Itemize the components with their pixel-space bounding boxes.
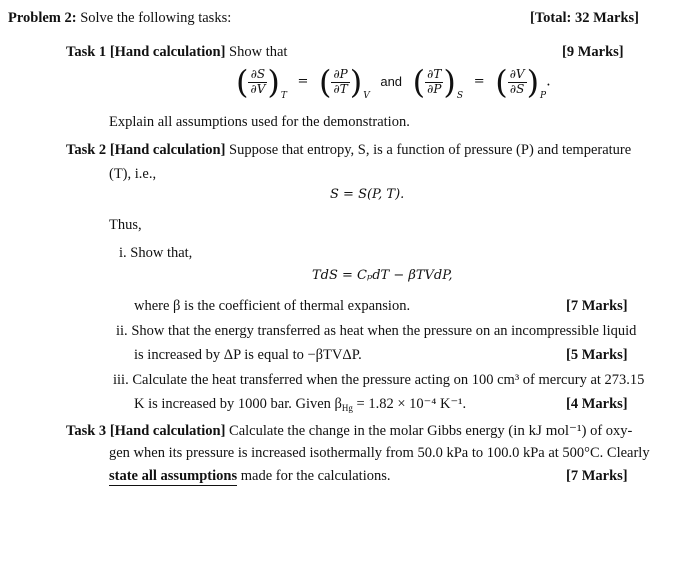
task3-line1-post: of oxy- bbox=[590, 423, 633, 439]
task2-item-iii-line2: K is increased by 1000 bar. Given $\beta_{Hg} = 1.82 \times 10^{-4}$ K⁻¹. bbox=[134, 396, 467, 413]
maxwell-relations: ( $\frac{\partial S}{\partial V}$ )$_T$ = ( $\frac{\partial P}{\partial T}$ )$_V$ and ( $\frac{\partial T}{\partial P}$ )$_S$ = ( $\frac{\partial V}{\partial S}$ )$_P$. bbox=[236, 63, 551, 101]
task3-marks: [7 Marks] bbox=[566, 468, 628, 484]
task2-item-i-where: where β is the coefficient of thermal expansion. bbox=[134, 298, 411, 314]
item-text: Show that, bbox=[130, 245, 193, 261]
task1-heading bbox=[66, 44, 287, 61]
item-number: i. bbox=[119, 245, 127, 261]
task3-tag: [Hand calculation] bbox=[109, 423, 226, 439]
task3-line3: state all assumptions made for the calculations. bbox=[109, 468, 391, 484]
task2-item-ii-marks: [5 Marks] bbox=[566, 347, 628, 363]
task1-explain: Explain all assumptions used for the demonstration. bbox=[109, 114, 410, 130]
task2-item-i-marks: [7 Marks] bbox=[566, 298, 628, 314]
task3-heading bbox=[66, 423, 632, 440]
task2-line2: (T), i.e., bbox=[109, 166, 157, 182]
task2-line1: Suppose that entropy, S, is a function of pressure (P) and temperature bbox=[229, 142, 632, 158]
frac-dP-dT: $\frac{\partial P}{\partial T}$ bbox=[333, 67, 348, 96]
task2-label: Task 2 bbox=[66, 142, 107, 158]
item-line1: Show that the energy transferred as heat when the pressure on an incompressible liquid bbox=[131, 323, 637, 339]
task3-label: Task 3 bbox=[66, 423, 107, 439]
task2-item-ii bbox=[116, 323, 636, 340]
problem-header bbox=[8, 10, 231, 27]
frac-dV-dS: $\frac{\partial V}{\partial S}$ bbox=[509, 67, 525, 96]
task1-tag: [Hand calculation] bbox=[109, 44, 226, 60]
frac-dT-dP: $\frac{\partial T}{\partial P}$ bbox=[427, 67, 442, 96]
problem-instruction: Solve the following tasks: bbox=[80, 10, 232, 26]
task2-item-iii bbox=[113, 372, 644, 389]
problem-title: Problem 2: bbox=[8, 10, 77, 26]
task1-marks: [9 Marks] bbox=[562, 44, 624, 60]
task1-label: Task 1 bbox=[66, 44, 107, 60]
task3-unit: (in kJ mol⁻¹) bbox=[508, 423, 587, 439]
task2-tag: [Hand calculation] bbox=[109, 142, 226, 158]
task3-line1-pre: Calculate the change in the molar Gibbs energy bbox=[229, 423, 505, 439]
item-line1: Calculate the heat transferred when the pressure acting on 100 cm³ of mercury at 273.15 bbox=[132, 372, 645, 388]
task3-assumptions-emphasis: state all assumptions bbox=[109, 468, 238, 484]
task2-heading bbox=[66, 142, 631, 159]
task3-line2: gen when its pressure is increased isothermally from 50.0 kPa to 100.0 kPa at 500°C. Clearly bbox=[109, 445, 650, 461]
frac-dS-dV: $\frac{\partial S}{\partial V}$ bbox=[250, 67, 266, 96]
task1-text: Show that bbox=[229, 44, 288, 60]
task2-item-ii-line2: is increased by ΔP is equal to −βTVΔP. bbox=[134, 347, 362, 363]
tds-equation: TdS = CₚdT − βTVdP, bbox=[312, 268, 453, 283]
item-number: iii. bbox=[113, 372, 129, 388]
task2-item-iii-marks: [4 Marks] bbox=[566, 396, 628, 412]
total-marks: [Total: 32 Marks] bbox=[530, 10, 640, 26]
task2-item-i bbox=[119, 245, 192, 262]
task2-equation: S = S(P, T). bbox=[330, 187, 405, 202]
item-number: ii. bbox=[116, 323, 128, 339]
task2-thus: Thus, bbox=[109, 217, 142, 233]
